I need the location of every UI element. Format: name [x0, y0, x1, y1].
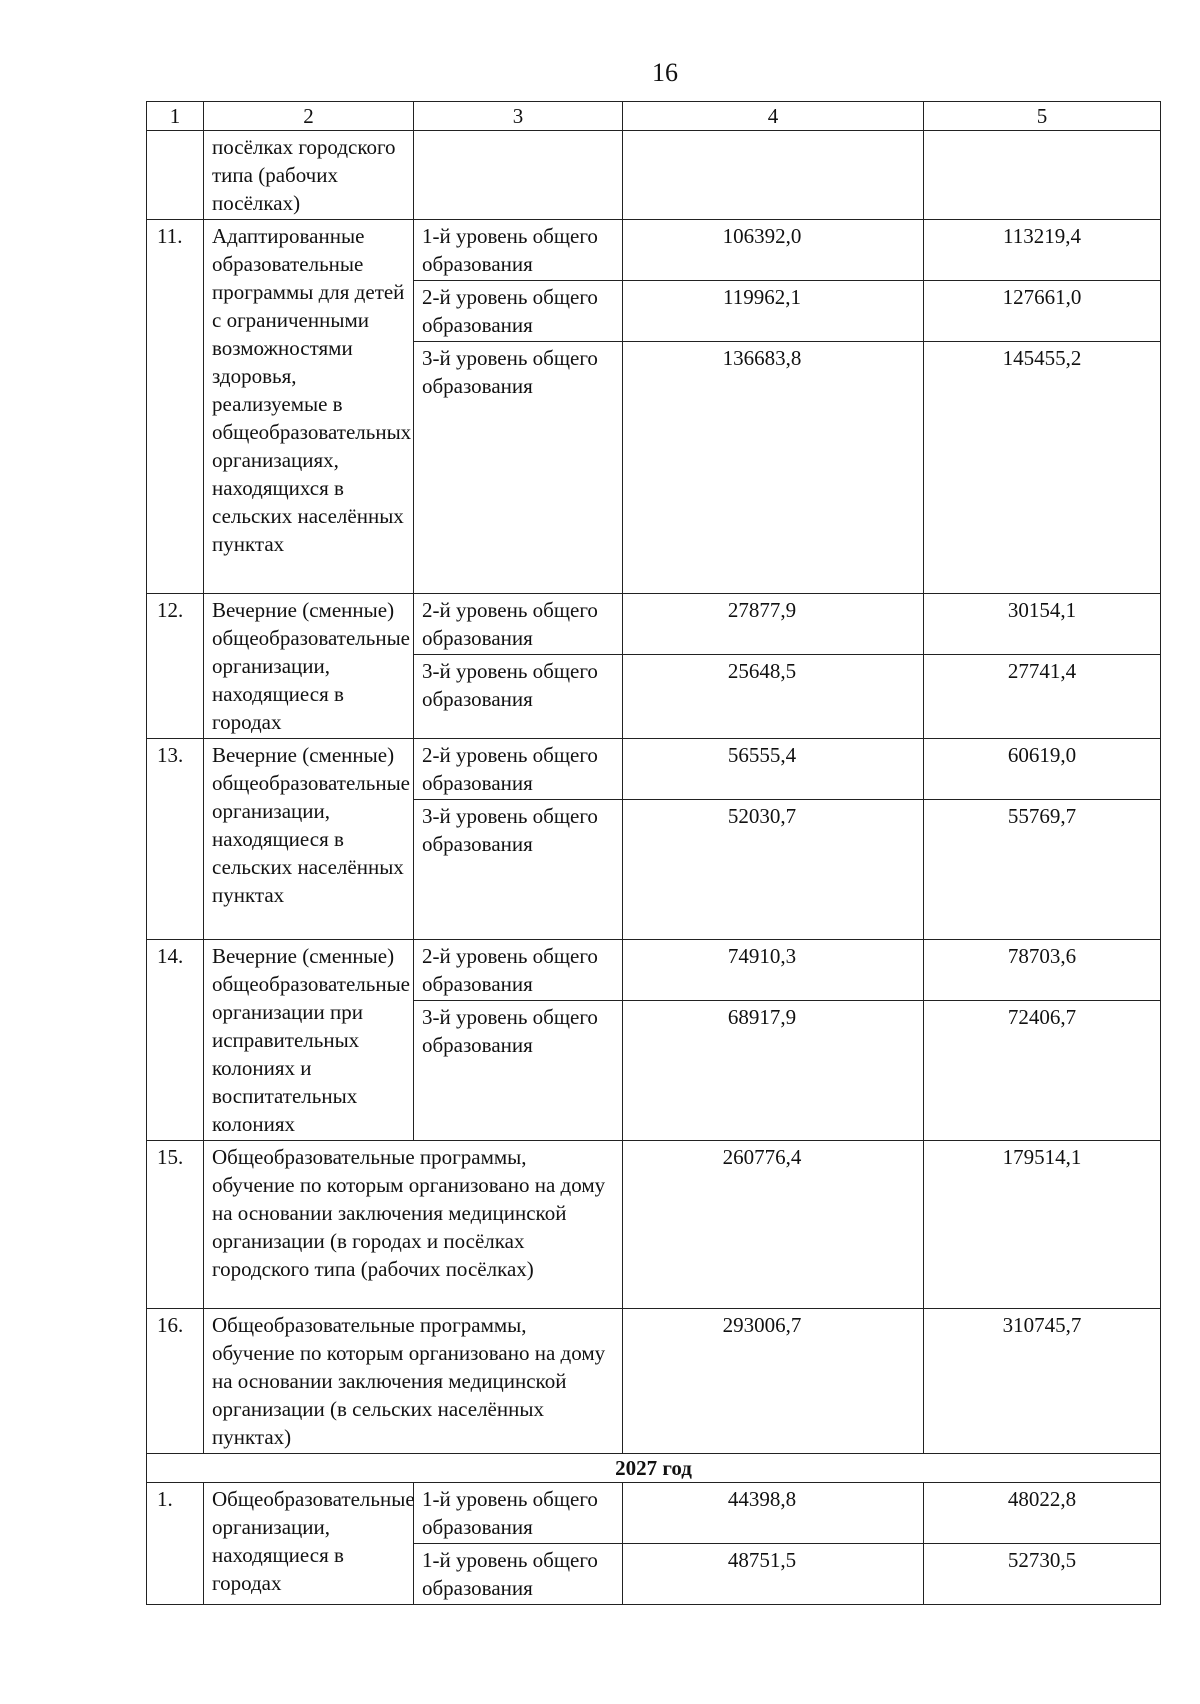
- column-header-row: [147, 102, 1161, 131]
- value-col4: 74910,3: [623, 940, 924, 1001]
- value-col5: 310745,7: [924, 1309, 1161, 1454]
- value-col5: 27741,4: [924, 655, 1161, 739]
- value-col4: 106392,0: [623, 220, 924, 281]
- value-col5: 113219,4: [924, 220, 1161, 281]
- row-name: Общеобразовательные программы, обучение по которым организовано на дому на основании заключения медицинской организации (в сельских населённых пунктах): [204, 1309, 623, 1454]
- column-header: 2: [204, 102, 414, 131]
- education-level: 2-й уровень общего образования: [414, 739, 623, 800]
- tariff-table: [146, 101, 1161, 1605]
- table-row: [147, 940, 1161, 1001]
- row-number: 1.: [147, 1483, 204, 1605]
- row-number: 15.: [147, 1141, 204, 1309]
- value-col5: 48022,8: [924, 1483, 1161, 1544]
- table-row: [147, 739, 1161, 800]
- value-col4: 48751,5: [623, 1544, 924, 1605]
- education-level: 1-й уровень общего образования: [414, 220, 623, 281]
- column-header: 1: [147, 102, 204, 131]
- row-name: Адаптированные образовательные программы для детей с ограниченными возможностями здоровья, реализуемые в общеобразовательных организациях, находящихся в сельских населённых пунктах: [204, 220, 414, 594]
- page-number: 16: [652, 58, 678, 87]
- column-header: 4: [623, 102, 924, 131]
- education-level: 2-й уровень общего образования: [414, 940, 623, 1001]
- row-number: 13.: [147, 739, 204, 940]
- row-number: 16.: [147, 1309, 204, 1454]
- column-header: 5: [924, 102, 1161, 131]
- table-row: [147, 1309, 1161, 1454]
- value-col4: 260776,4: [623, 1141, 924, 1309]
- column-header: 3: [414, 102, 623, 131]
- education-level: 1-й уровень общего образования: [414, 1544, 623, 1605]
- education-level: 1-й уровень общего образования: [414, 1483, 623, 1544]
- value-col5: 30154,1: [924, 594, 1161, 655]
- value-col4: 27877,9: [623, 594, 924, 655]
- value-col4: 56555,4: [623, 739, 924, 800]
- row-name: посёлках городского типа (рабочих посёлках): [204, 131, 414, 220]
- table-row: [147, 220, 1161, 281]
- value-col5: 72406,7: [924, 1001, 1161, 1141]
- year-heading-row: [147, 1454, 1161, 1483]
- education-level: 3-й уровень общего образования: [414, 342, 623, 594]
- value-col5: 52730,5: [924, 1544, 1161, 1605]
- value-col4: 25648,5: [623, 655, 924, 739]
- row-name: Вечерние (сменные) общеобразовательные организации при исправительных колониях и воспитательных колониях: [204, 940, 414, 1141]
- row-name: Вечерние (сменные) общеобразовательные организации, находящиеся в сельских населённых пунктах: [204, 739, 414, 940]
- table-row: [147, 594, 1161, 655]
- row-name: Общеобразовательные программы, обучение по которым организовано на дому на основании заключения медицинской организации (в городах и посёлках городского типа (рабочих посёлках): [204, 1141, 623, 1309]
- value-col4: 52030,7: [623, 800, 924, 940]
- row-name: Общеобразовательные организации, находящиеся в городах: [204, 1483, 414, 1605]
- table-row: [147, 131, 1161, 220]
- table-row: [147, 1483, 1161, 1544]
- row-number: 14.: [147, 940, 204, 1141]
- education-level: 3-й уровень общего образования: [414, 655, 623, 739]
- value-col5: 127661,0: [924, 281, 1161, 342]
- row-number: 12.: [147, 594, 204, 739]
- education-level: 2-й уровень общего образования: [414, 594, 623, 655]
- value-col5: 179514,1: [924, 1141, 1161, 1309]
- education-level: 3-й уровень общего образования: [414, 800, 623, 940]
- value-col5: 60619,0: [924, 739, 1161, 800]
- value-col4: 119962,1: [623, 281, 924, 342]
- education-level: 2-й уровень общего образования: [414, 281, 623, 342]
- table-row: [147, 1141, 1161, 1309]
- value-col5: 55769,7: [924, 800, 1161, 940]
- value-col4: 293006,7: [623, 1309, 924, 1454]
- value-col5: 145455,2: [924, 342, 1161, 594]
- year-heading: 2027 год: [147, 1454, 1161, 1483]
- value-col4: 68917,9: [623, 1001, 924, 1141]
- row-number: 11.: [147, 220, 204, 594]
- value-col4: 44398,8: [623, 1483, 924, 1544]
- value-col5: 78703,6: [924, 940, 1161, 1001]
- value-col4: 136683,8: [623, 342, 924, 594]
- education-level: 3-й уровень общего образования: [414, 1001, 623, 1141]
- row-name: Вечерние (сменные) общеобразовательные организации, находящиеся в городах: [204, 594, 414, 739]
